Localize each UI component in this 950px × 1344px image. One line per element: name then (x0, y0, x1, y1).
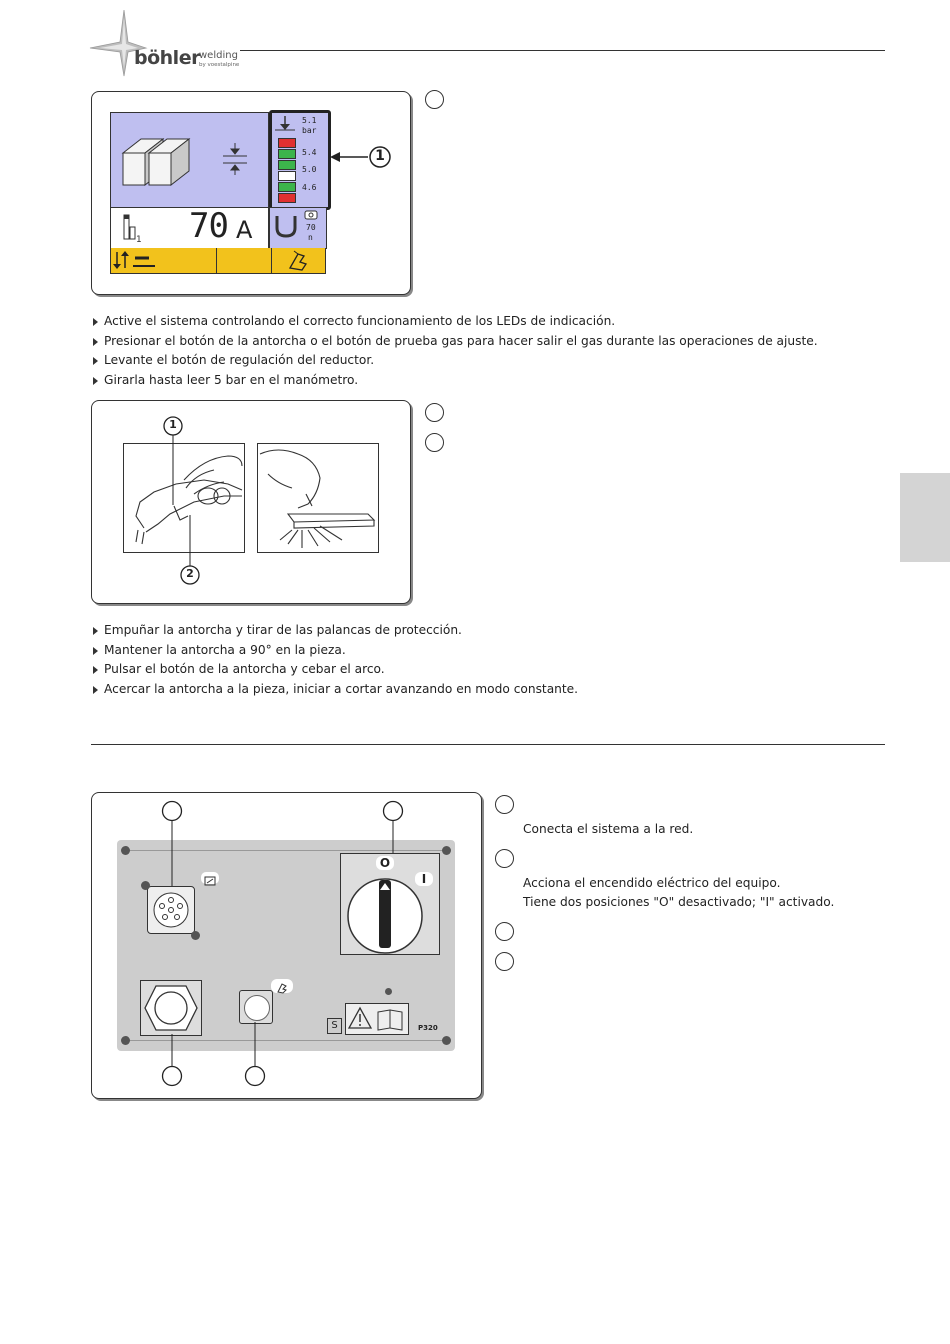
softkey-1[interactable] (110, 248, 162, 274)
legend-marker-3 (495, 922, 514, 941)
gas-flow-icon (275, 116, 295, 136)
cutting-illustration (258, 444, 378, 552)
pressure-gauge (269, 110, 331, 210)
legend-desc-2b: Tiene dos posiciones "O" desactivado; "I" activado. (523, 895, 835, 909)
softkey-4[interactable] (272, 248, 326, 274)
section-divider (91, 744, 885, 745)
instructions-list-2 (92, 621, 578, 699)
instruction-item: Presionar el botón de la antorcha o el botón de prueba gas para hacer salir el gas durante las operaciones de ajuste. (92, 332, 818, 352)
legend-marker-1 (495, 795, 514, 814)
current-row (110, 207, 269, 249)
softkey-2[interactable] (161, 248, 217, 274)
instruction-item: Acercar la antorcha a la pieza, iniciar a cortar avanzando en modo constante. (92, 680, 578, 700)
gauge-bars (278, 138, 296, 198)
brand-tagline: by voestalpine (199, 62, 240, 68)
current-icon (121, 213, 145, 243)
step-marker-3 (425, 433, 444, 452)
process-icon (111, 248, 161, 273)
scale-label-mid: 5.0 (302, 165, 317, 174)
torch-callout-2: 2 (186, 567, 194, 580)
instruction-item: Levante el botón de regulación del reductor. (92, 351, 818, 371)
brand-name: böhler (134, 47, 200, 69)
screw (141, 881, 150, 890)
post-gas-unit: n (308, 233, 313, 242)
scale-label-low: 4.6 (302, 183, 317, 192)
instruction-item: Mantener la antorcha a 90° en la pieza. (92, 641, 578, 661)
post-gas-value: 70 (306, 223, 316, 232)
step-marker-1 (425, 90, 444, 109)
material-blocks-icon (111, 113, 268, 207)
model-label: P320 (418, 1024, 438, 1032)
instruction-item: Active el sistema controlando el correcto funcionamiento de los LEDs de indicación. (92, 312, 818, 332)
rear-callout-lines (150, 798, 420, 1090)
instruction-item: Empuñar la antorcha y tirar de las palancas de protección. (92, 621, 578, 641)
torch-callout-1: 1 (169, 418, 177, 431)
pressure-unit: bar (302, 126, 317, 135)
step-marker-2 (425, 403, 444, 422)
pressure-value: 5.1 (302, 116, 317, 125)
callout-arrow (328, 146, 398, 170)
svg-text:1: 1 (136, 235, 142, 243)
instructions-list-1 (92, 312, 818, 390)
instruction-item: Girarla hasta leer 5 bar en el manómetro. (92, 371, 818, 391)
safety-label: S (327, 1018, 342, 1034)
post-gas-panel (269, 207, 327, 249)
header-rule (240, 50, 885, 51)
softkey-3[interactable] (217, 248, 272, 274)
torch-settings-icon (272, 248, 325, 273)
side-tab (900, 473, 950, 562)
legend-marker-2 (495, 849, 514, 868)
current-value: 70 (189, 206, 228, 246)
torch-callout-lines (160, 415, 200, 585)
callout-number: 1 (375, 148, 385, 164)
instruction-item: Pulsar el botón de la antorcha y cebar el arco. (92, 660, 578, 680)
legend-desc-2a: Acciona el encendido eléctrico del equipo. (523, 876, 781, 890)
switch-off-label: O (376, 856, 394, 870)
legend-marker-4 (495, 952, 514, 971)
post-gas-icon (274, 214, 298, 242)
current-unit: A (236, 216, 253, 244)
switch-on-label: I (415, 872, 433, 886)
scale-label-high: 5.4 (302, 148, 317, 157)
timer-icon (304, 210, 318, 220)
cutting-image (257, 443, 379, 553)
legend-desc-1: Conecta el sistema a la red. (523, 822, 694, 836)
brand-sub: welding (199, 50, 238, 61)
lcd-main-area (110, 112, 269, 208)
